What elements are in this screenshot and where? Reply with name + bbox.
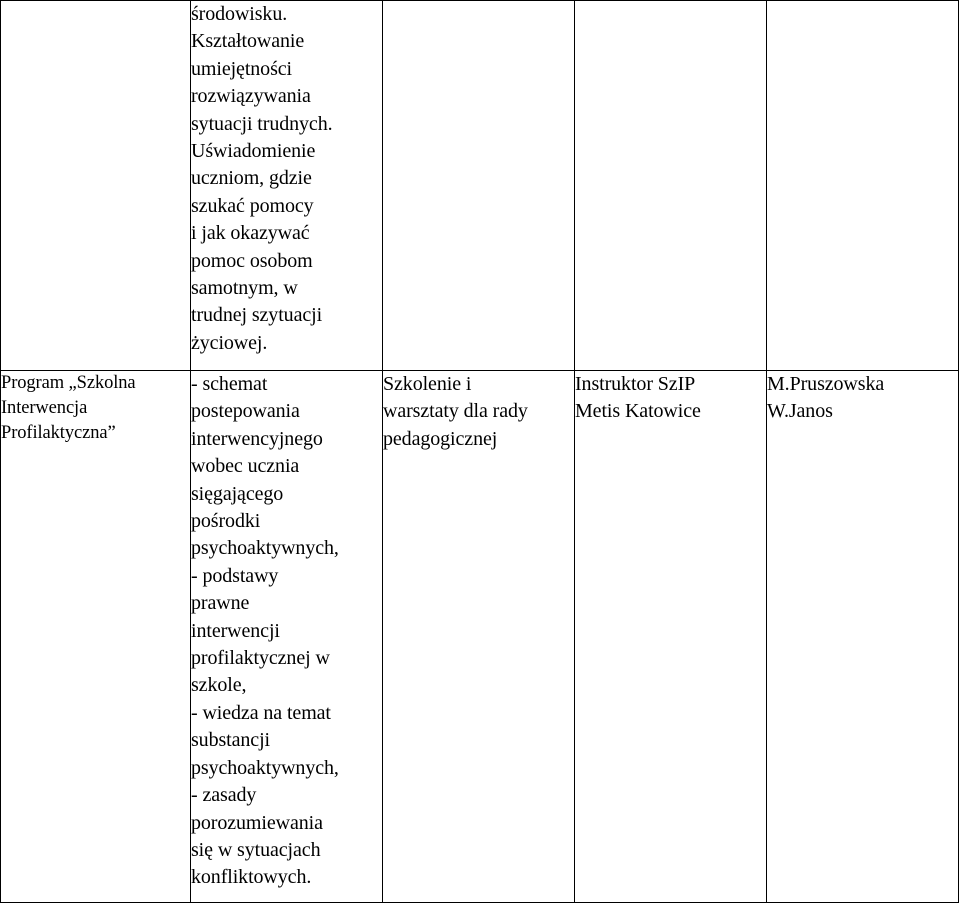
table-row — [1, 371, 959, 903]
table-row — [1, 1, 959, 371]
table-cell — [191, 1, 383, 371]
cell-text-program: Program „Szkolna Interwencja Profilaktyczna” — [1, 373, 136, 443]
cell-text-content: - schemat postepowania interwencyjnego wobec ucznia sięgającego pośrodki psychoaktywnych, - podstawy prawne interwencji profilaktycznej w szkole, - wiedza na temat substancji psychoaktywnych, - zasady porozumiewania się w sytuacjach konfliktowych. — [191, 373, 339, 889]
table-cell — [1, 371, 191, 903]
cell-text-responsible: M.Pruszowska W.Janos — [767, 373, 885, 423]
table-cell — [767, 1, 959, 371]
table-cell — [191, 371, 383, 903]
cell-text-provider: Instruktor SzIP Metis Katowice — [575, 373, 701, 423]
cell-text-goals-continued: środowisku. Kształtowanie umiejętności rozwiązywania sytuacji trudnych. Uświadomienie uczniom, gdzie szukać pomocy i jak okazywać pomoc osobom samotnym, w trudnej szytuacji życiowej. — [191, 3, 333, 354]
table-cell — [767, 371, 959, 903]
cell-text-form: Szkolenie i warsztaty dla rady pedagogicznej — [383, 373, 528, 450]
table-cell — [1, 1, 191, 371]
table-cell — [575, 1, 767, 371]
table-cell — [575, 371, 767, 903]
table-cell — [383, 1, 575, 371]
table-cell — [383, 371, 575, 903]
